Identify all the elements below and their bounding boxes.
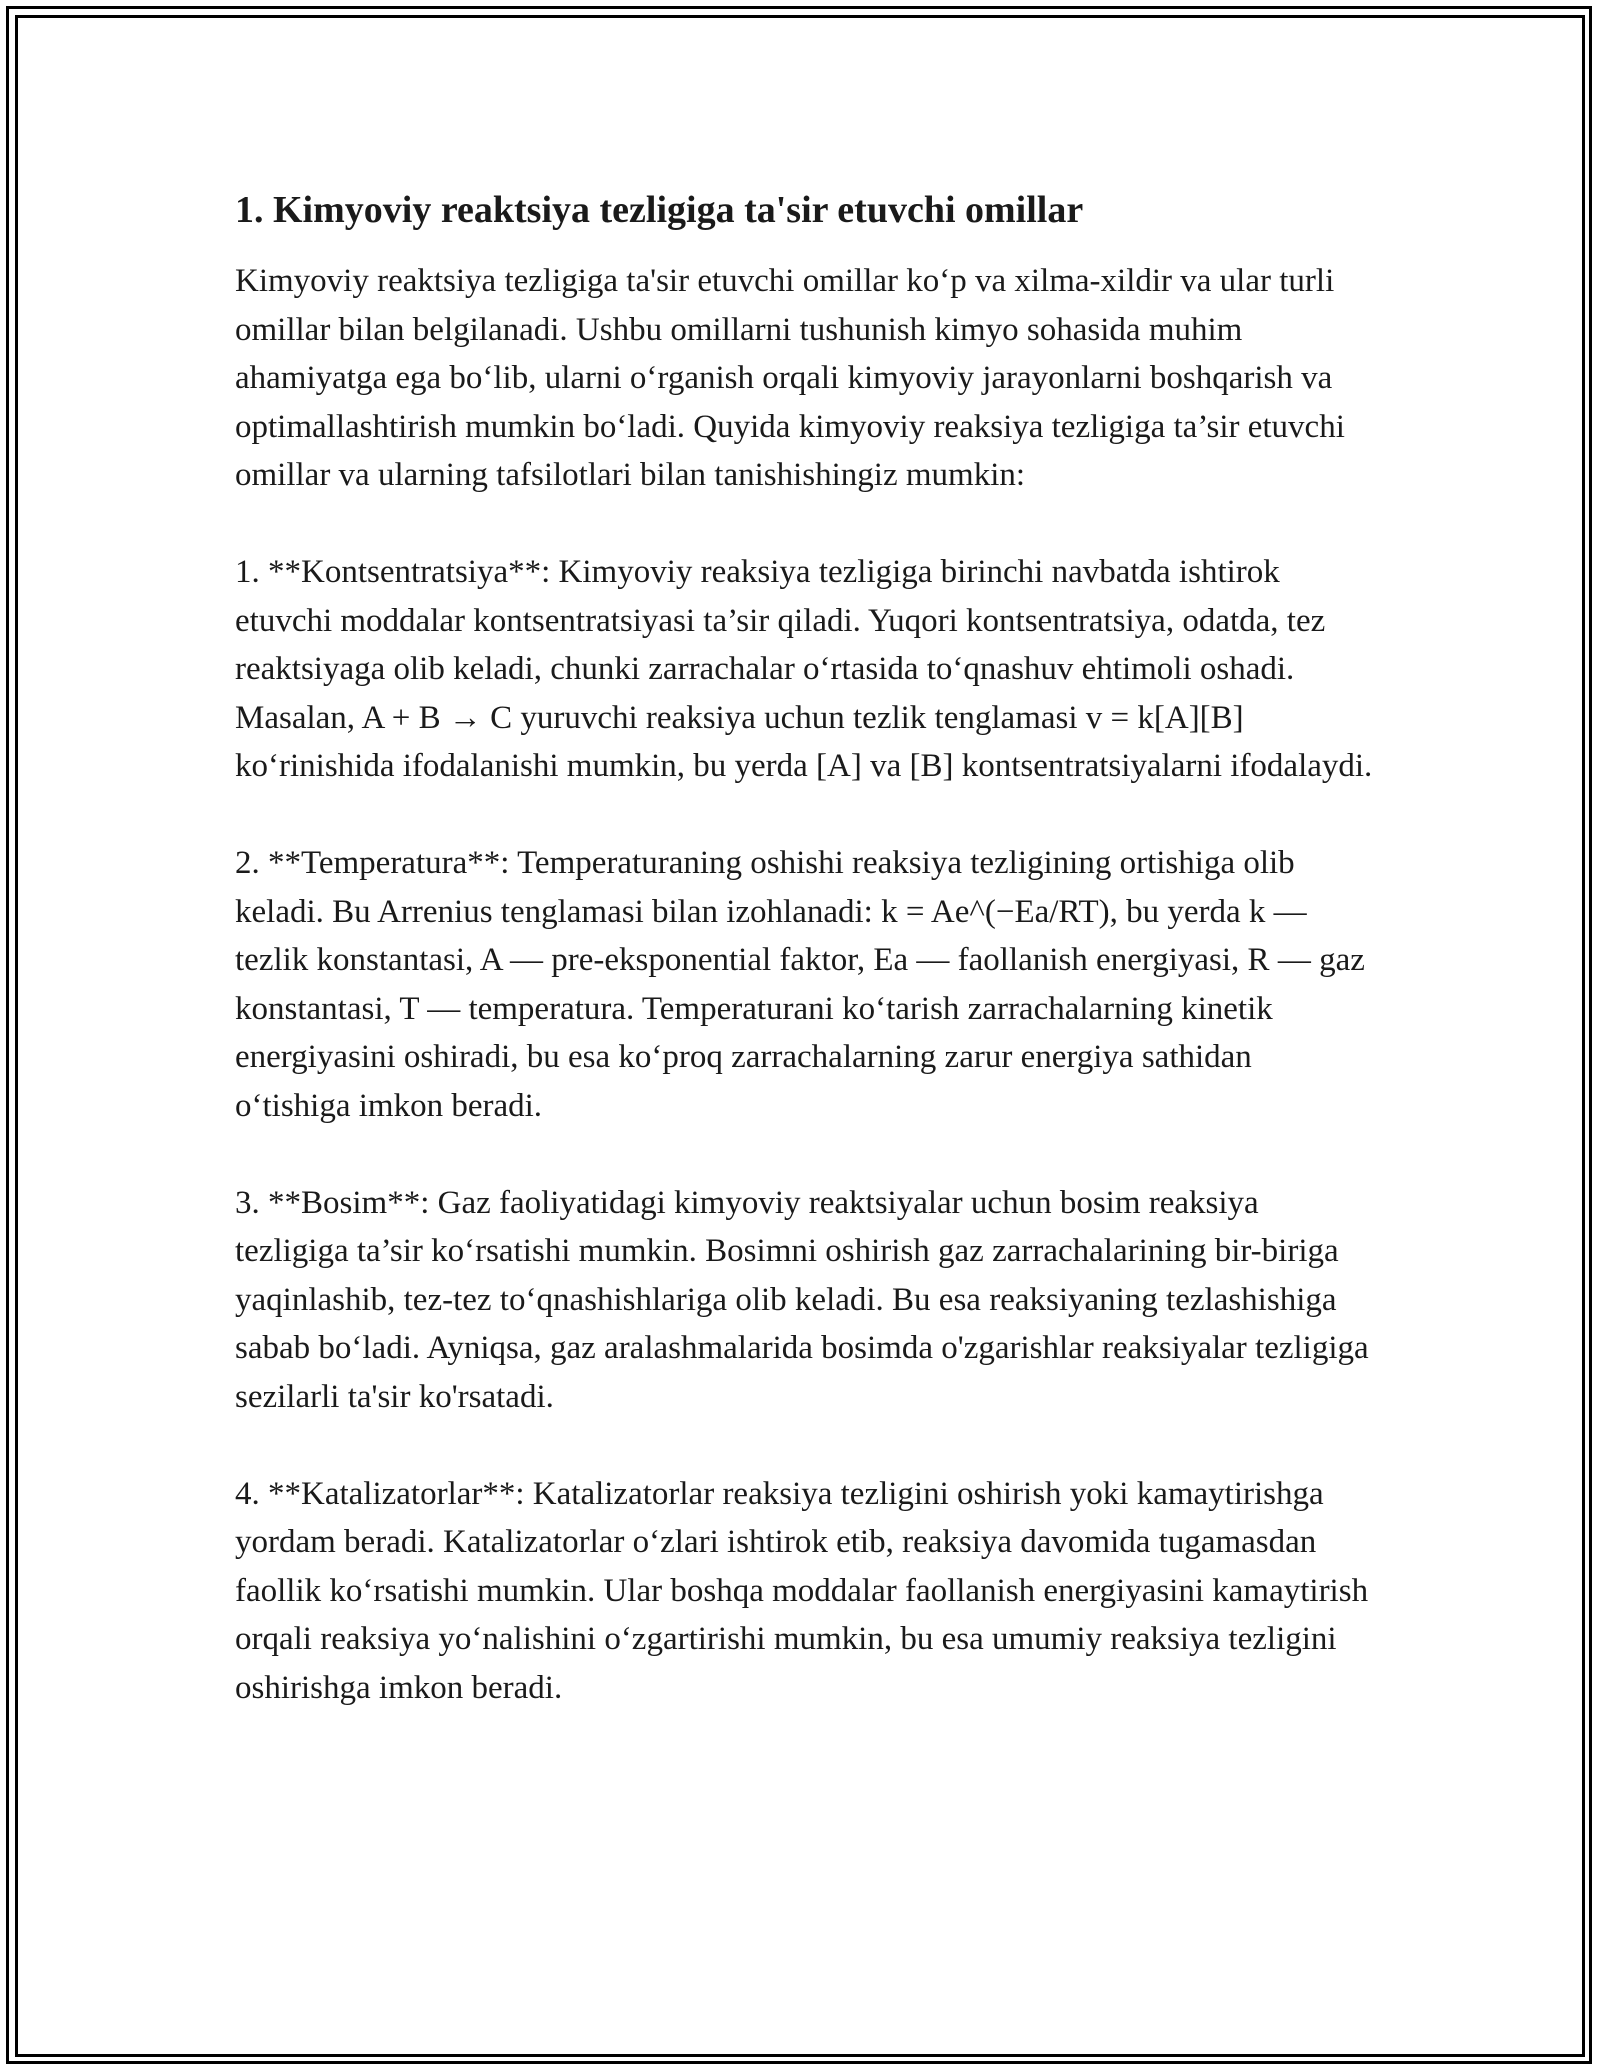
document-body xyxy=(235,185,1375,1761)
catalysts-paragraph: 4. **Katalizatorlar**: Katalizatorlar reaksiya tezligini oshirish yoki kamaytirishga yordam beradi. Katalizatorlar o‘zlari ishtirok etib, reaksiya davomida tugamasdan faollik ko‘rsatishi mumkin. Ular boshqa moddalar faollanish energiyasini kamaytirish orqali reaksiya yo‘nalishini o‘zgartirishi mumkin, bu esa umumiy reaksiya tezligini oshirishga imkon beradi. xyxy=(235,1475,1369,1706)
intro-paragraph: Kimyoviy reaktsiya tezligiga ta'sir etuvchi omillar ko‘p va xilma-xildir va ular turli omillar bilan belgilanadi. Ushbu omillarni tushunish kimyo sohasida muhim ahamiyatga ega bo‘lib, ularni o‘rganish orqali kimyoviy jarayonlarni boshqarish va optimallashtirish mumkin bo‘ladi. Quyida kimyoviy reaksiya tezligiga ta’sir etuvchi omillar va ularning tafsilotlari bilan tanishishingiz mumkin: xyxy=(235,263,1345,493)
pressure-paragraph: 3. **Bosim**: Gaz faoliyatidagi kimyoviy reaktsiyalar uchun bosim reaksiya tezligiga ta’sir ko‘rsatishi mumkin. Bosimni oshirish gaz zarrachalarining bir-biriga yaqinlashib, tez-tez to‘qnashishlariga olib keladi. Bu esa reaksiyaning tezlashishiga sabab bo‘ladi. Ayniqsa, gaz aralashmalarida bosimda o'zgarishlar reaksiyalar tezligiga sezilarli ta'sir ko'rsatadi. xyxy=(235,1184,1369,1415)
section-title: 1. Kimyoviy reaktsiya tezligiga ta'sir etuvchi omillar xyxy=(235,189,1084,231)
concentration-paragraph: 1. **Kontsentratsiya**: Kimyoviy reaksiya tezligiga birinchi navbatda ishtirok etuvchi moddalar kontsentratsiyasi ta’sir qiladi. Yuqori kontsentratsiya, odatda, tez reaktsiyaga olib keladi, chunki zarrachalar o‘rtasida to‘qnashuv ehtimoli oshadi. Masalan, A + B → C yuruvchi reaksiya uchun tezlik tenglamasi v = k[A][B] ko‘rinishida ifodalanishi mumkin, bu yerda [A] va [B] kontsentratsiyalarni ifodalaydi. xyxy=(235,554,1373,784)
temperature-paragraph: 2. **Temperatura**: Temperaturaning oshishi reaksiya tezligining ortishiga olib keladi. Bu Arrenius tenglamasi bilan izohlanadi: k = Ae^(−Ea/RT), bu yerda k — tezlik konstantasi, A — pre-eksponential faktor, Ea — faollanish energiyasi, R — gaz konstantasi, T — temperatura. Temperaturani ko‘tarish zarrachalarning kinetik energiyasini oshiradi, bu esa ko‘proq zarrachalarning zarur energiya sathidan o‘tishiga imkon beradi. xyxy=(235,845,1365,1124)
